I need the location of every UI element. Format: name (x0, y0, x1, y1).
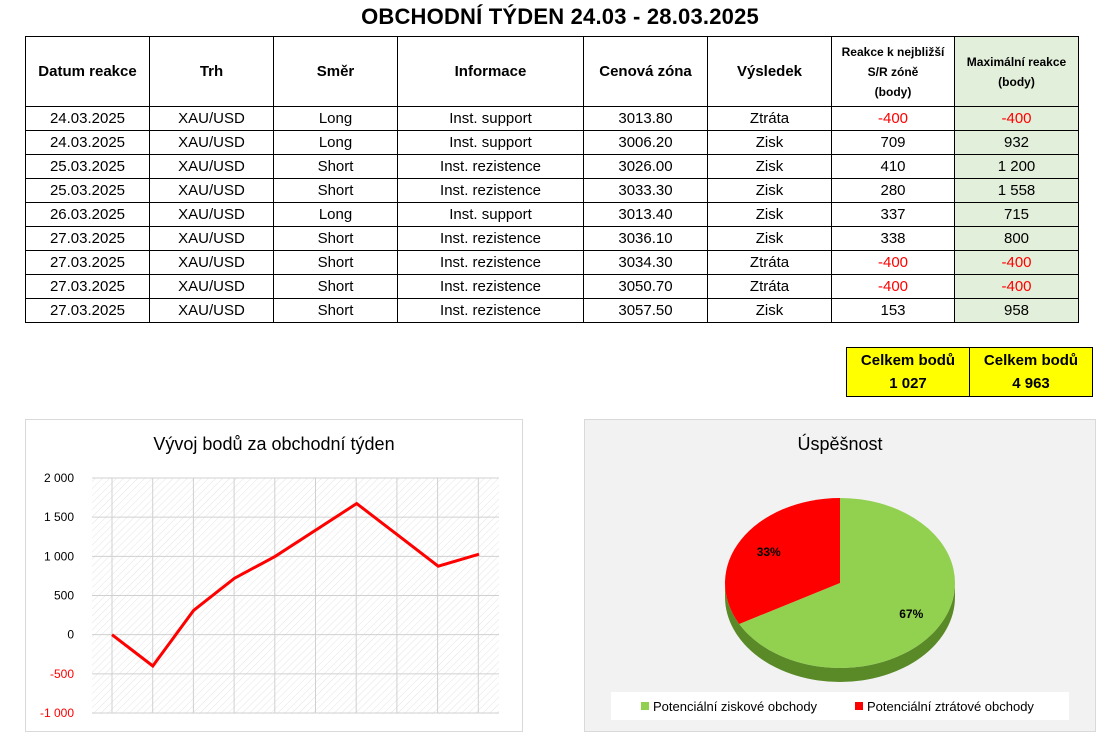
cell-reaction: 337 (832, 203, 955, 227)
cell-market: XAU/USD (150, 131, 274, 155)
cell-date: 27.03.2025 (26, 299, 150, 323)
header-reaction (832, 37, 955, 107)
cell-market: XAU/USD (150, 107, 274, 131)
cell-max: -400 (955, 275, 1079, 299)
cell-info: Inst. rezistence (398, 299, 584, 323)
y-tick-label: 500 (53, 588, 74, 603)
cell-price: 3036.10 (584, 227, 708, 251)
table-row (26, 251, 1079, 275)
cell-info: Inst. rezistence (398, 179, 584, 203)
cell-price: 3013.80 (584, 107, 708, 131)
cell-info: Inst. rezistence (398, 251, 584, 275)
cell-market: XAU/USD (150, 251, 274, 275)
cell-max: 1 200 (955, 155, 1079, 179)
cell-date: 24.03.2025 (26, 107, 150, 131)
y-tick-label: -1 000 (39, 706, 74, 720)
cell-info: Inst. support (398, 107, 584, 131)
header-max-label: Maximální reakce (966, 54, 1067, 69)
total-reaction-label: Celkem bodů (860, 352, 956, 369)
cell-market: XAU/USD (150, 299, 274, 323)
pie-chart (585, 420, 1095, 731)
cell-direction: Short (274, 227, 398, 251)
table-row (26, 107, 1079, 131)
line-chart-title: Vývoj bodů za obchodní týden (153, 434, 395, 454)
total-max-value: 4 963 (1012, 375, 1050, 392)
cell-price: 3026.00 (584, 155, 708, 179)
cell-max: 715 (955, 203, 1079, 227)
table-row (26, 131, 1079, 155)
legend-win-swatch (641, 702, 649, 710)
cell-result: Zisk (708, 131, 832, 155)
page-title: OBCHODNÍ TÝDEN 24.03 - 28.03.2025 (361, 4, 759, 29)
cell-max: -400 (955, 251, 1079, 275)
pie-value-label: 67% (899, 607, 924, 622)
cell-max: -400 (955, 107, 1079, 131)
cell-result: Ztráta (708, 251, 832, 275)
y-tick-label: 1 500 (43, 510, 74, 525)
totals-table (846, 347, 1093, 397)
total-reaction-cell (847, 348, 970, 397)
cell-info: Inst. support (398, 131, 584, 155)
header-info: Informace (398, 37, 584, 107)
cell-max: 932 (955, 131, 1079, 155)
cell-direction: Short (274, 275, 398, 299)
cell-info: Inst. rezistence (398, 155, 584, 179)
header-result: Výsledek (708, 37, 832, 107)
cell-result: Zisk (708, 227, 832, 251)
cell-direction: Long (274, 131, 398, 155)
y-axis (40, 471, 74, 720)
cell-date: 27.03.2025 (26, 275, 150, 299)
cell-result: Zisk (708, 203, 832, 227)
cell-direction: Long (274, 203, 398, 227)
table-row (26, 275, 1079, 299)
line-chart (26, 420, 522, 731)
y-tick-label: 1 000 (43, 549, 74, 564)
total-max-cell (970, 348, 1093, 397)
pie-chart-title: Úspěšnost (797, 434, 883, 454)
cell-market: XAU/USD (150, 155, 274, 179)
cell-result: Zisk (708, 299, 832, 323)
cell-direction: Short (274, 299, 398, 323)
cell-max: 800 (955, 227, 1079, 251)
pie-chart-panel (584, 419, 1096, 732)
pie-legend (611, 692, 1069, 720)
header-reaction-unit: (body) (874, 84, 912, 99)
header-reaction-label: Reakce k nejbližší S/R zóně (841, 44, 945, 79)
header-market: Trh (150, 37, 274, 107)
table-row (26, 179, 1079, 203)
cell-reaction: 410 (832, 155, 955, 179)
cell-direction: Long (274, 107, 398, 131)
cell-date: 25.03.2025 (26, 155, 150, 179)
cell-direction: Short (274, 179, 398, 203)
cell-reaction: 280 (832, 179, 955, 203)
cell-date: 26.03.2025 (26, 203, 150, 227)
pie-value-label: 33% (756, 544, 781, 559)
table-row (26, 203, 1079, 227)
cell-result: Zisk (708, 155, 832, 179)
legend-loss-label: Potenciální ztrátové obchody (867, 699, 1034, 714)
cell-date: 27.03.2025 (26, 227, 150, 251)
cell-info: Inst. rezistence (398, 275, 584, 299)
line-chart-panel (25, 419, 523, 732)
cell-max: 1 558 (955, 179, 1079, 203)
cell-date: 25.03.2025 (26, 179, 150, 203)
cell-price: 3013.40 (584, 203, 708, 227)
cell-reaction: 338 (832, 227, 955, 251)
y-tick-label: 2 000 (43, 471, 74, 485)
table-row (26, 227, 1079, 251)
cell-result: Zisk (708, 179, 832, 203)
cell-direction: Short (274, 251, 398, 275)
trades-table (25, 36, 1079, 323)
cell-price: 3006.20 (584, 131, 708, 155)
cell-reaction: 153 (832, 299, 955, 323)
cell-market: XAU/USD (150, 203, 274, 227)
total-max-label: Celkem bodů (983, 352, 1079, 369)
cell-result: Ztráta (708, 275, 832, 299)
cell-info: Inst. rezistence (398, 227, 584, 251)
legend-loss-swatch (855, 702, 863, 710)
cell-date: 27.03.2025 (26, 251, 150, 275)
header-max-unit: (body) (998, 74, 1035, 89)
cell-result: Ztráta (708, 107, 832, 131)
cell-market: XAU/USD (150, 179, 274, 203)
cell-direction: Short (274, 155, 398, 179)
legend-win-label: Potenciální ziskové obchody (653, 699, 818, 714)
cell-market: XAU/USD (150, 227, 274, 251)
cell-info: Inst. support (398, 203, 584, 227)
y-tick-label: -500 (49, 666, 74, 681)
cell-market: XAU/USD (150, 275, 274, 299)
cell-reaction: 709 (832, 131, 955, 155)
header-price: Cenová zóna (584, 37, 708, 107)
y-tick-label: 0 (67, 627, 74, 642)
table-row (26, 155, 1079, 179)
table-header-row (26, 37, 1079, 107)
header-direction: Směr (274, 37, 398, 107)
cell-date: 24.03.2025 (26, 131, 150, 155)
cell-max: 958 (955, 299, 1079, 323)
table-row (26, 299, 1079, 323)
header-date: Datum reakce (26, 37, 150, 107)
header-max (955, 37, 1079, 107)
cell-reaction: -400 (832, 275, 955, 299)
cell-price: 3050.70 (584, 275, 708, 299)
cell-reaction: -400 (832, 251, 955, 275)
cell-price: 3057.50 (584, 299, 708, 323)
total-reaction-value: 1 027 (889, 375, 927, 392)
cell-price: 3033.30 (584, 179, 708, 203)
cell-price: 3034.30 (584, 251, 708, 275)
cell-reaction: -400 (832, 107, 955, 131)
